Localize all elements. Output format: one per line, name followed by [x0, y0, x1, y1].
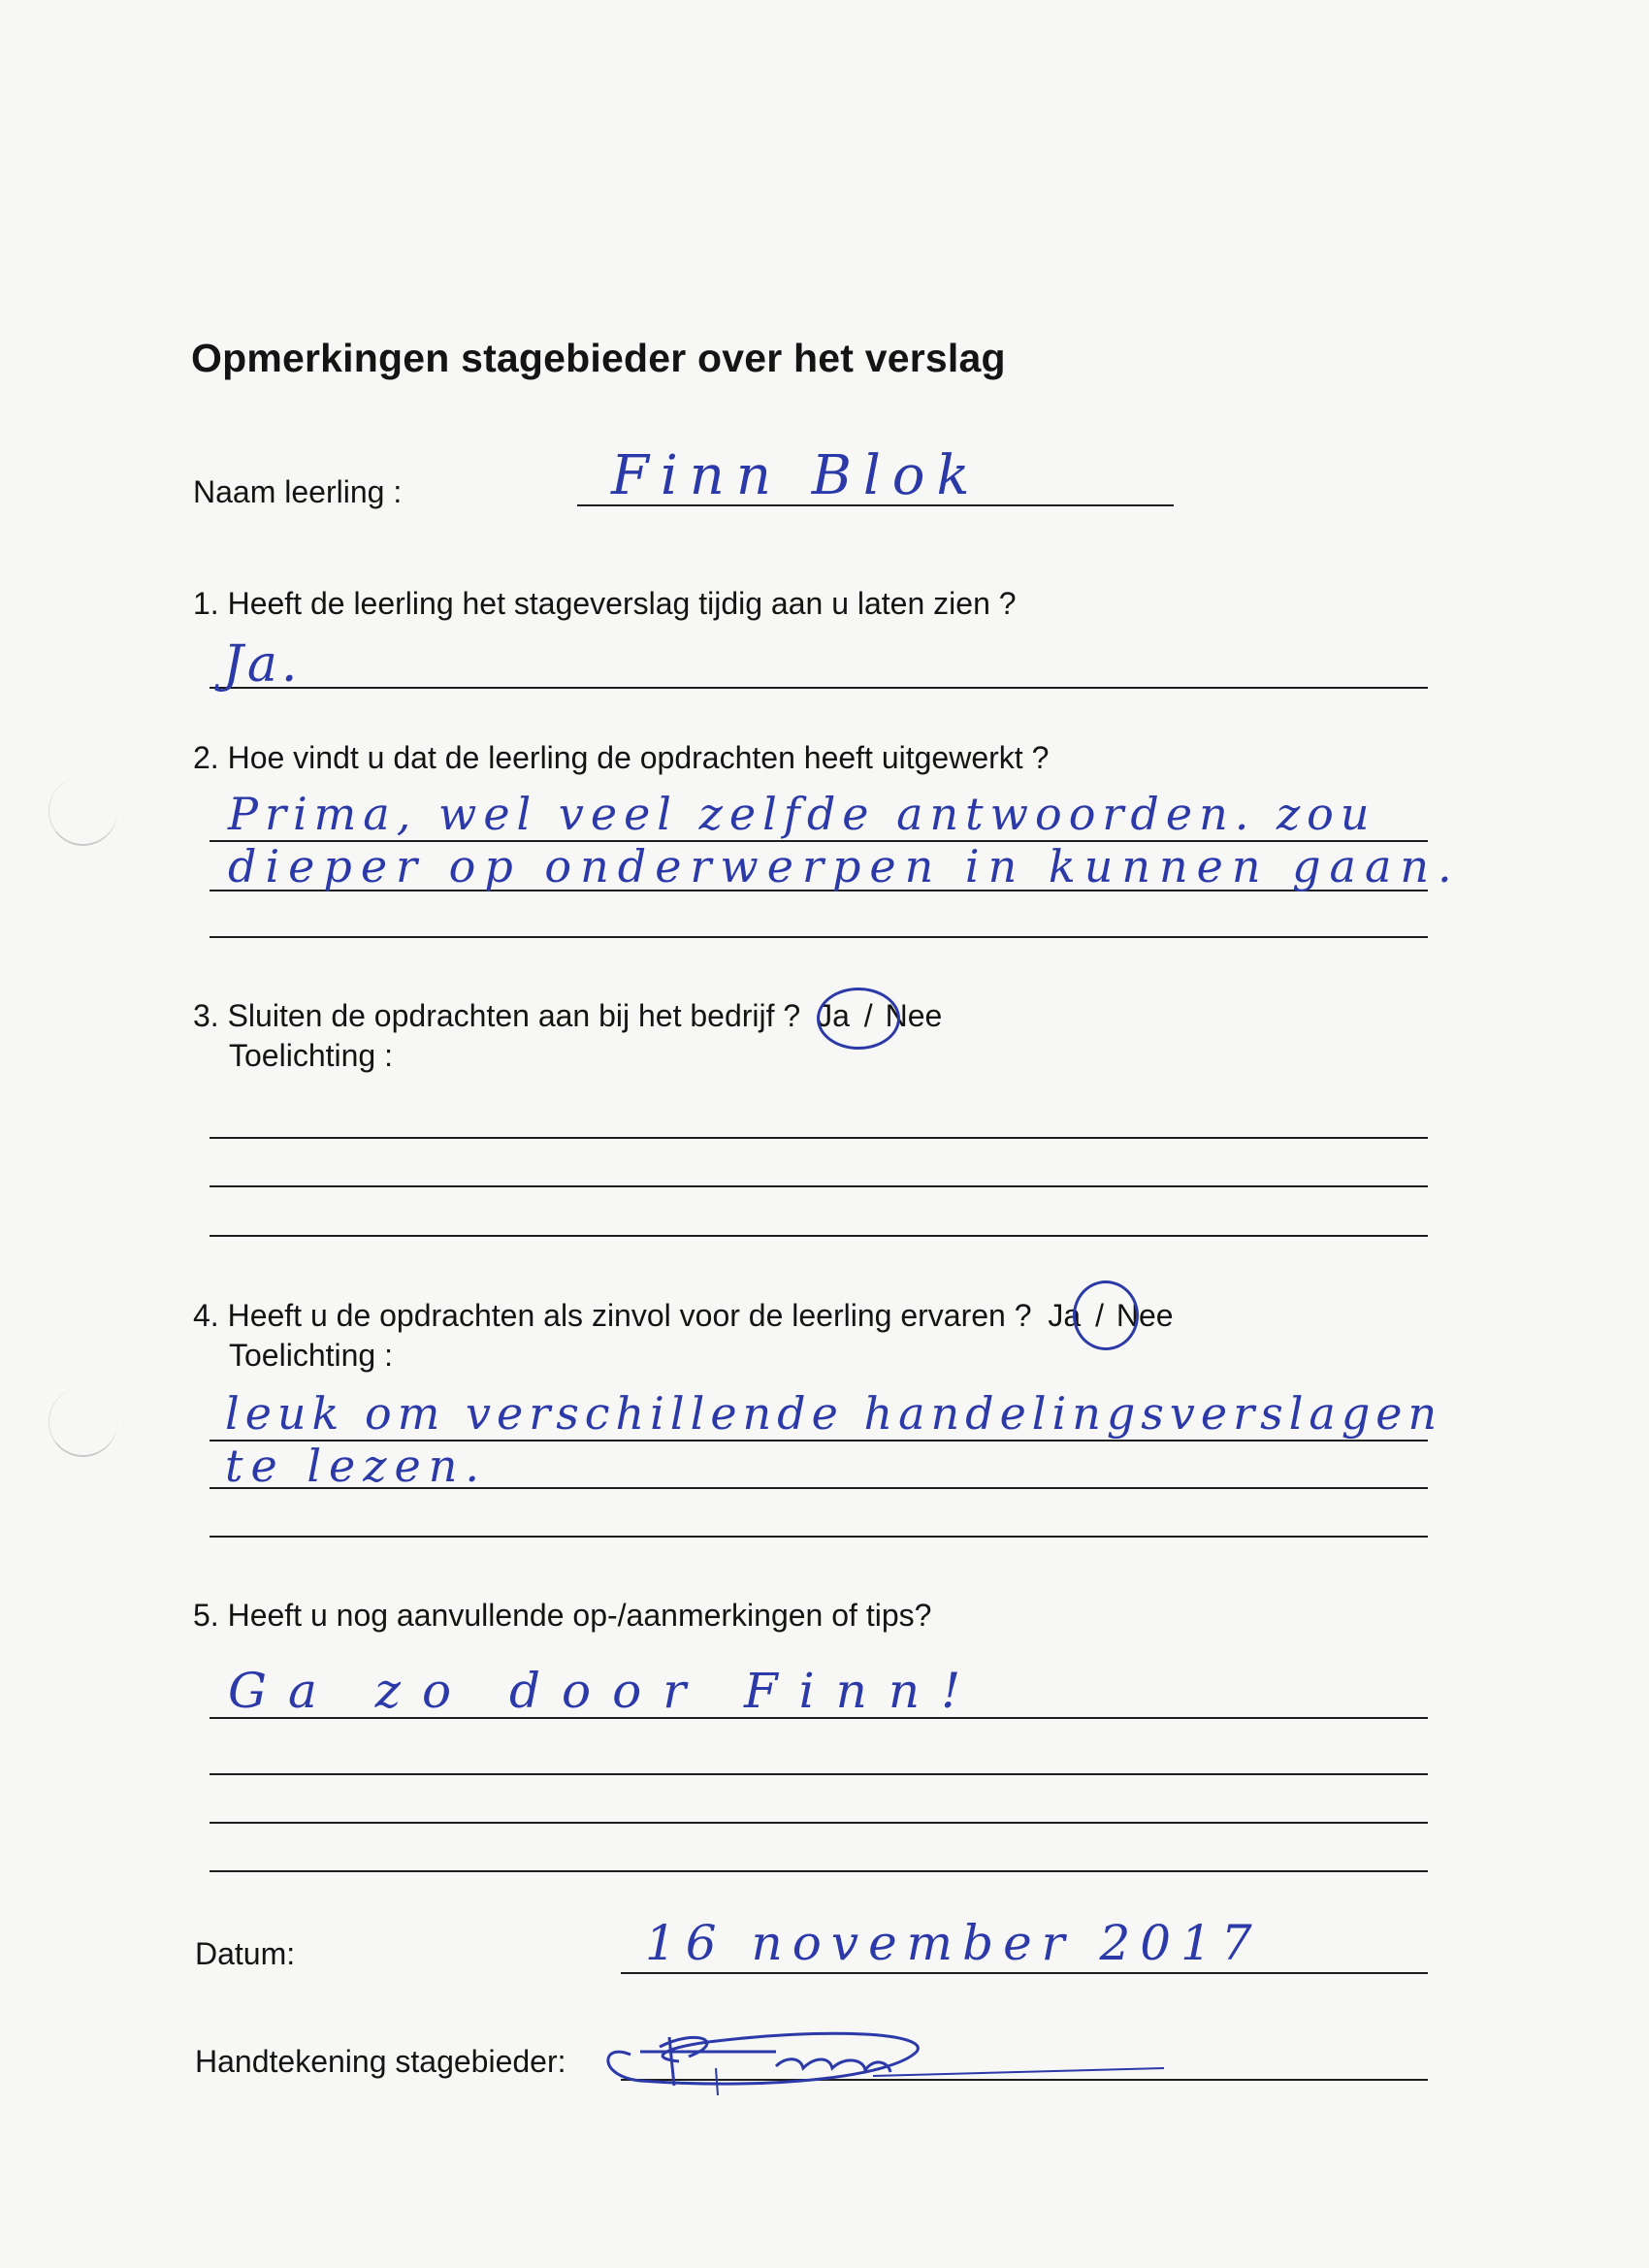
- option-separator: /: [863, 998, 873, 1033]
- toelichting-label: Toelichting :: [229, 1338, 393, 1373]
- answer-5-handwritten: Ga zo door Finn!: [228, 1663, 983, 1719]
- question-5: 5. Heeft u nog aanvullende op-/aanmerkingen of tips?: [193, 1598, 932, 1633]
- option-nee: Nee: [885, 998, 943, 1033]
- datum-handwritten: 16 november 2017: [645, 1915, 1262, 1971]
- signature-drawing: [582, 1998, 1183, 2105]
- answer-4-line-1: leuk om verschillende handelingsverslagen: [225, 1387, 1443, 1440]
- option-separator: /: [1095, 1298, 1104, 1333]
- question-4: [193, 1298, 1174, 1334]
- answer-line: [210, 1536, 1428, 1538]
- answer-1-handwritten: Ja.: [223, 635, 302, 694]
- answer-4-line-2: te lezen.: [225, 1440, 487, 1492]
- answer-line: [210, 1137, 1428, 1139]
- handtekening-label: Handtekening stagebieder:: [195, 2044, 566, 2079]
- answer-line: [210, 1235, 1428, 1237]
- option-nee: Nee: [1116, 1298, 1174, 1333]
- answer-line: [210, 687, 1428, 689]
- answer-line: [210, 1773, 1428, 1775]
- option-ja: Ja: [817, 998, 850, 1033]
- question-2: 2. Hoe vindt u dat de leerling de opdrachten heeft uitgewerkt ?: [193, 740, 1050, 775]
- answer-2-line-2: dieper op onderwerpen in kunnen gaan.: [228, 840, 1461, 892]
- punch-hole-mark: [48, 1387, 117, 1457]
- selection-circle: [1073, 1280, 1139, 1350]
- naam-handwritten: Finn Blok: [611, 444, 982, 507]
- form-title: Opmerkingen stagebieder over het verslag: [191, 336, 1006, 380]
- answer-2-line-1: Prima, wel veel zelfde antwoorden. zou: [228, 788, 1376, 840]
- answer-line: [210, 1870, 1428, 1872]
- naam-label: Naam leerling :: [193, 474, 403, 509]
- question-1: 1. Heeft de leerling het stageverslag tijdig aan u laten zien ?: [193, 586, 1017, 621]
- question-3-text: 3. Sluiten de opdrachten aan bij het bedrijf ?: [193, 998, 801, 1033]
- datum-label: Datum:: [195, 1936, 296, 1971]
- question-4-text: 4. Heeft u de opdrachten als zinvol voor de leerling ervaren ?: [193, 1298, 1032, 1333]
- answer-line: [210, 1822, 1428, 1824]
- selection-circle: [817, 988, 900, 1050]
- punch-hole-mark: [48, 776, 117, 846]
- datum-line: [621, 1972, 1428, 1974]
- option-ja: Ja: [1048, 1298, 1082, 1333]
- toelichting-label: Toelichting :: [229, 1038, 393, 1073]
- answer-line: [210, 936, 1428, 938]
- answer-line: [210, 1185, 1428, 1187]
